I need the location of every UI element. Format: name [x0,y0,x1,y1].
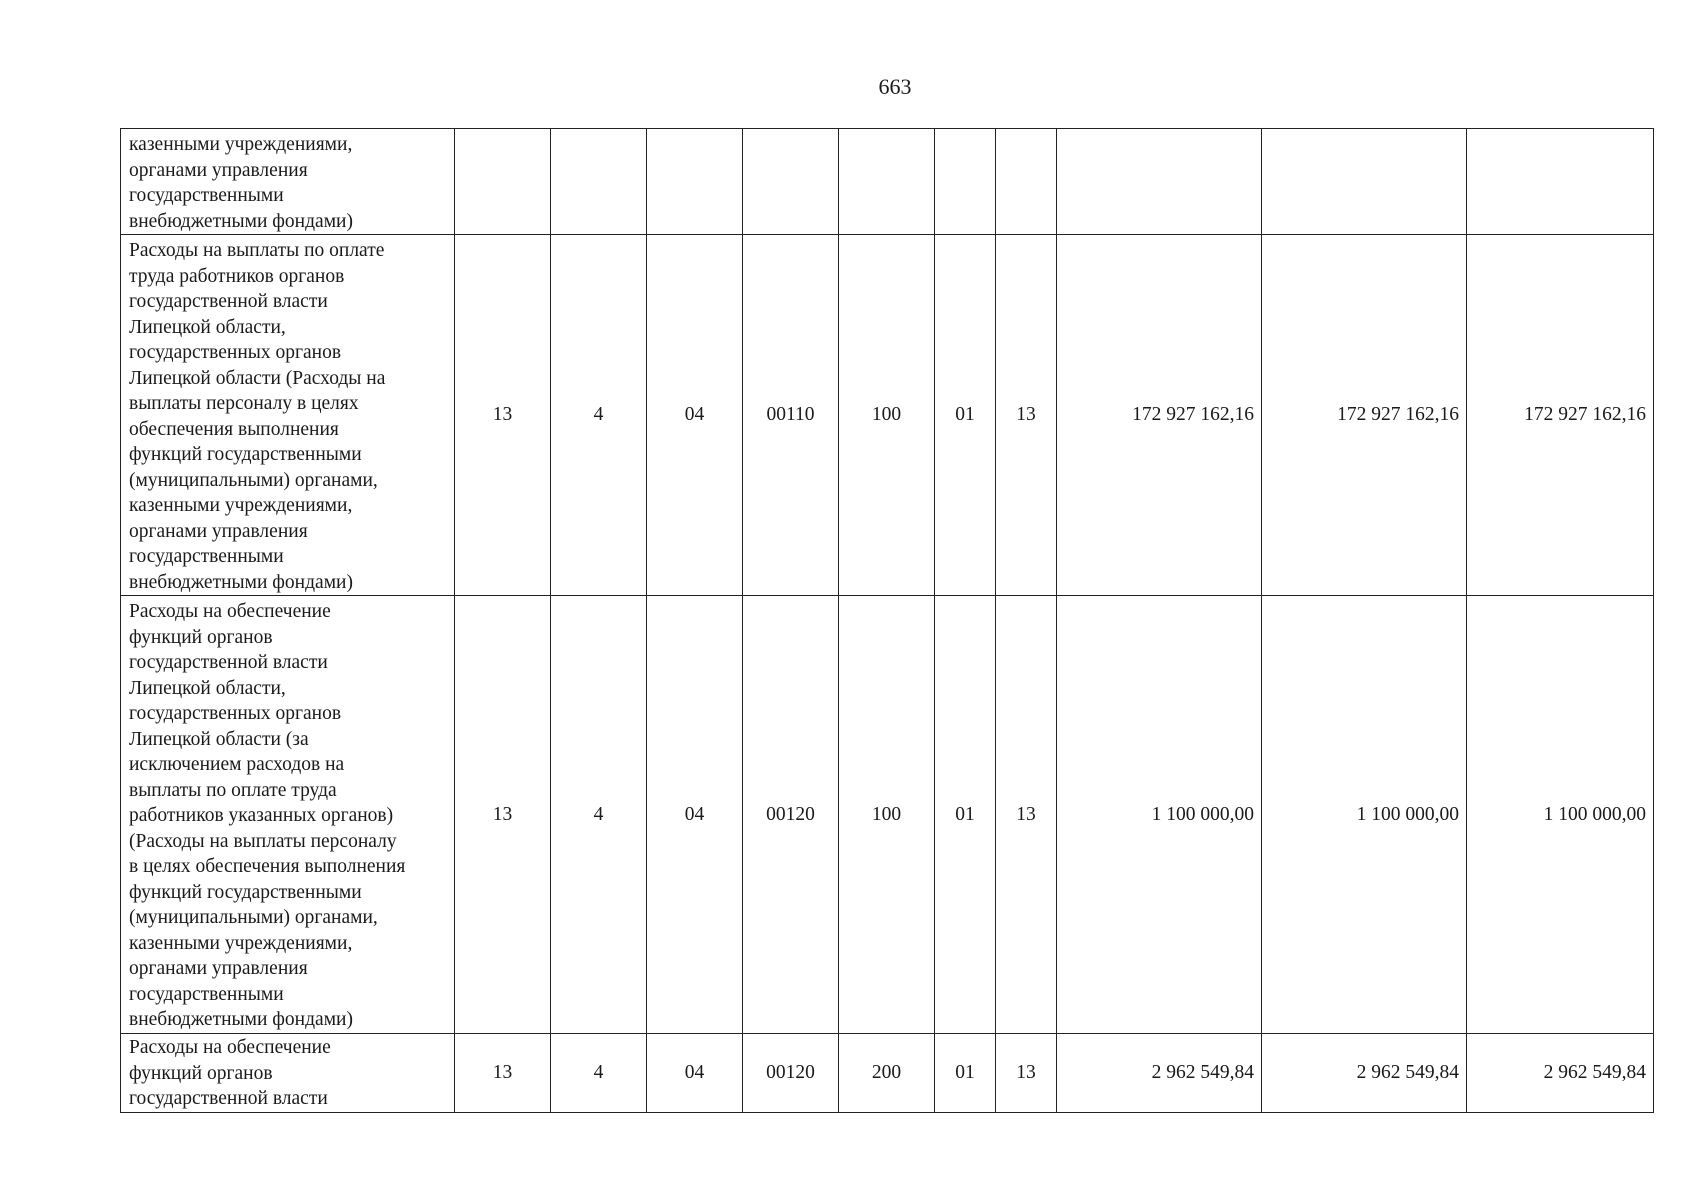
code-cell [743,129,839,235]
amount-cell: 172 927 162,16 [1467,235,1654,596]
page-number: 663 [878,74,912,99]
amount-cell: 1 100 000,00 [1057,596,1262,1034]
amount-cell: 172 927 162,16 [1057,235,1262,596]
code-cell [551,129,647,235]
amount-cell: 2 962 549,84 [1467,1034,1654,1113]
code-cell: 01 [935,596,996,1034]
code-cell: 13 [996,235,1057,596]
amount-cell: 2 962 549,84 [1262,1034,1467,1113]
code-cell: 13 [455,596,551,1034]
amount-cell [1467,129,1654,235]
row-description: Расходы на обеспечение функций органов государственной власти Липецкой области, государственных органов Липецкой области (за исключением расходов на выплаты по оплате труда работников указанных органов) (Расходы на выплаты персоналу в целях обеспечения выполнения функций государственными (муниципальными) органами, казенными учреждениями, органами управления государственными внебюджетными фондами) [121,596,455,1034]
code-cell: 01 [935,1034,996,1113]
code-cell: 00120 [743,596,839,1034]
code-cell [647,129,743,235]
amount-cell [1057,129,1262,235]
row-description: Расходы на обеспечение функций органов государственной власти [121,1034,455,1113]
table-row [121,596,1654,1034]
code-cell: 13 [455,235,551,596]
code-cell: 4 [551,596,647,1034]
code-cell: 100 [839,235,935,596]
code-cell: 13 [455,1034,551,1113]
amount-cell: 172 927 162,16 [1262,235,1467,596]
amount-cell: 1 100 000,00 [1262,596,1467,1034]
code-cell [996,129,1057,235]
code-cell: 13 [996,596,1057,1034]
budget-table [120,128,1654,1113]
code-cell [455,129,551,235]
code-cell: 13 [996,1034,1057,1113]
code-cell: 00110 [743,235,839,596]
table-row [121,1034,1654,1113]
code-cell: 4 [551,235,647,596]
code-cell: 04 [647,1034,743,1113]
code-cell [935,129,996,235]
code-cell: 100 [839,596,935,1034]
amount-cell: 1 100 000,00 [1467,596,1654,1034]
code-cell: 200 [839,1034,935,1113]
code-cell: 00120 [743,1034,839,1113]
row-description: Расходы на выплаты по оплате труда работников органов государственной власти Липецкой области, государственных органов Липецкой области (Расходы на выплаты персоналу в целях обеспечения выполнения функций государственными (муниципальными) органами, казенными учреждениями, органами управления государственными внебюджетными фондами) [121,235,455,596]
code-cell: 04 [647,596,743,1034]
row-description: казенными учреждениями, органами управления государственными внебюджетными фондами) [121,129,455,235]
code-cell: 01 [935,235,996,596]
table-row [121,235,1654,596]
code-cell: 04 [647,235,743,596]
amount-cell: 2 962 549,84 [1057,1034,1262,1113]
table-row [121,129,1654,235]
code-cell [839,129,935,235]
code-cell: 4 [551,1034,647,1113]
amount-cell [1262,129,1467,235]
